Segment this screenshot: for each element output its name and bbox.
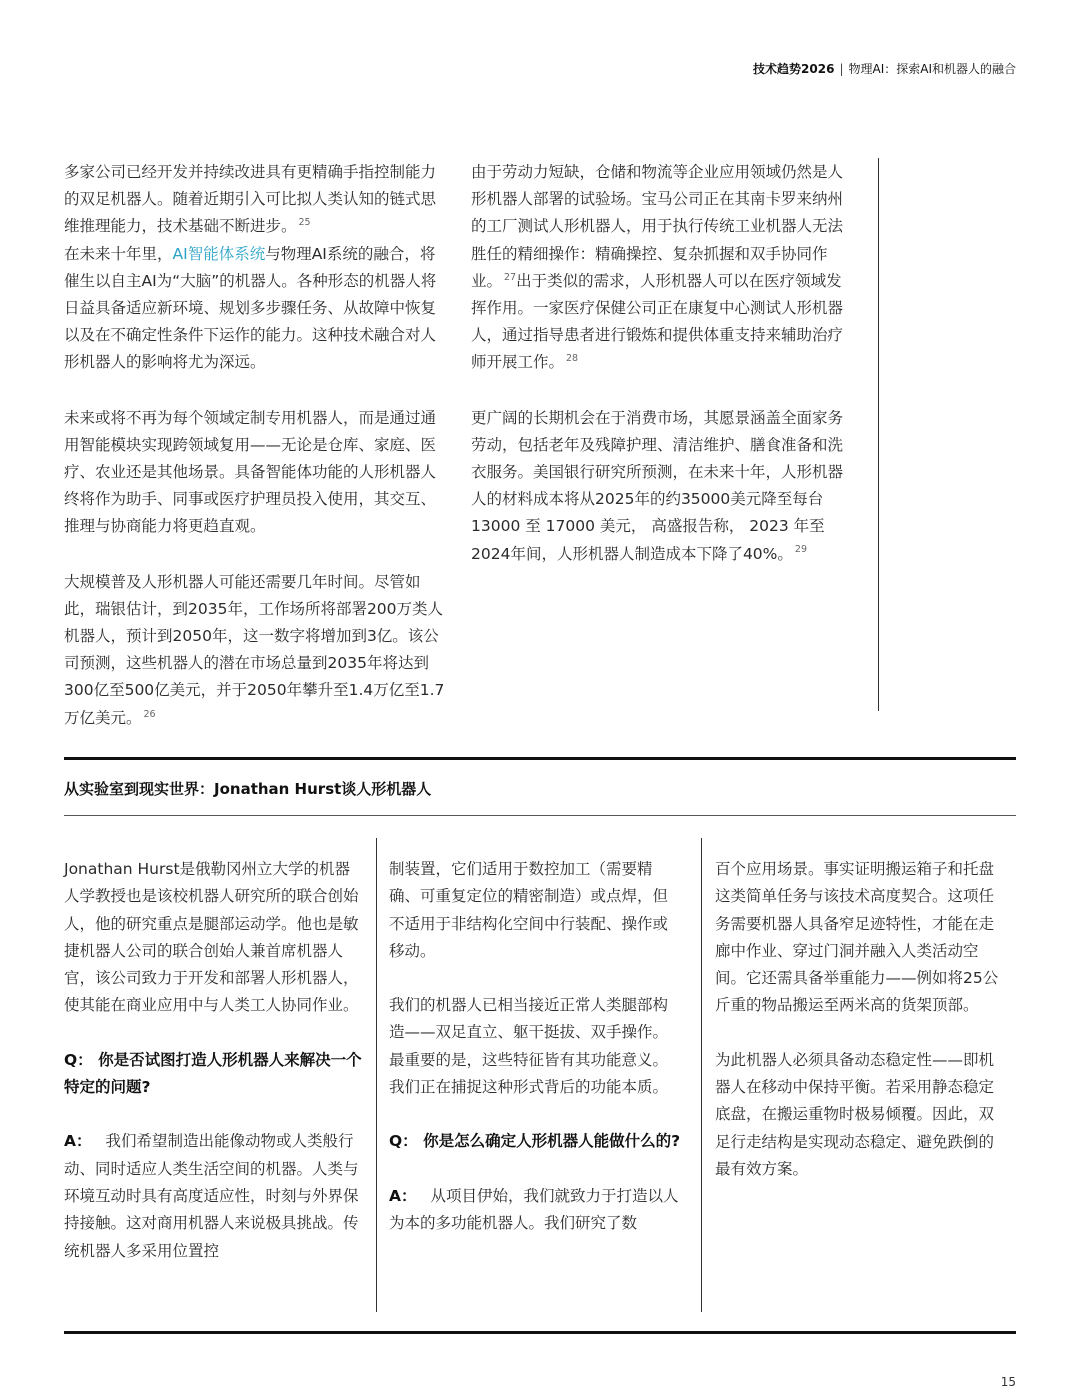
paragraph-text: 更广阔的长期机会在于消费市场，其愿景涵盖全面家务劳动，包括老年及残障护理、清洁维护、膳食准备和洗衣服务。美国银行研究所预测，在未来十年，人形机器人的材料成本将从2025年的约35000美元降至每台 13000 至 17000 美元， 高盛报告称， 2023 年至 2024年间，人形机器人制造成本下降了40%。	[471, 408, 844, 563]
interview-answer	[64, 1128, 364, 1264]
body-column-left	[64, 159, 448, 732]
footnote-ref[interactable]: 27	[504, 271, 517, 283]
paragraph: 我们的机器人已相当接近正常人类腿部构造——双足直立、躯干挺拔、双手操作。最重要的是，这些特征皆有其功能意义。我们正在捕捉这种形式背后的功能本质。	[389, 996, 669, 1097]
answer-text: 我们希望制造出能像动物或人类般行动、同时适应人类生活空间的机器。人类与环境互动时具有高度适应性，时刻与外界保持接触。这对商用机器人来说极具挑战。传统机器人多采用位置控	[64, 1132, 359, 1260]
column-divider	[878, 158, 879, 711]
running-header	[753, 60, 1016, 77]
sidebar-bottom-rule	[64, 1331, 1016, 1334]
footnote-ref[interactable]: 25	[298, 217, 311, 229]
paragraph	[471, 405, 855, 568]
paragraph: 未来或将不再为每个领域定制专用机器人，而是通过通用智能模块实现跨领域复用——无论是仓库、家庭、医疗、农业还是其他场景。具备智能体功能的人形机器人终将作为助手、同事或医疗护理员投入使用，其交互、推理与协商能力将更趋直观。	[64, 408, 437, 536]
sidebar-top-rule	[64, 757, 1016, 760]
answer-label: A：	[389, 1186, 417, 1205]
paragraph-text: 与物理AI系统的融合，将催生以自主AI为“大脑”的机器人。各种形态的机器人将日益具备适应新环境、规划多步骤任务、从故障中恢复以及在不确定性条件下运作的能力。这种技术融合对人形机器人的影响将尤为深远。	[64, 244, 437, 372]
footnote-ref[interactable]: 28	[566, 353, 579, 365]
sidebar-column-divider	[376, 838, 377, 1312]
header-publication: 技术趋势2026	[753, 62, 835, 76]
page-number: 15	[1000, 1375, 1016, 1389]
interview-column-3	[715, 856, 1005, 1183]
interview-answer	[389, 1183, 681, 1238]
interview-column-2	[389, 856, 681, 1237]
paragraph: 制装置，它们适用于数控加工（需要精确、可重复定位的精密制造）或点焊，但不适用于非结构化空间中行装配、操作或移动。	[389, 860, 669, 960]
paragraph-text: 大规模普及人形机器人可能还需要几年时间。尽管如此，瑞银估计，到2035年，工作场所将部署200万类人机器人，预计到2050年，这一数字将增加到3亿。该公司预测，这些机器人的潜在市场总量到2035年将达到300亿至500亿美元，并于2050年攀升至1.4万亿至1.7万亿美元。	[64, 572, 445, 727]
paragraph-text: 多家公司已经开发并持续改进具有更精确手指控制能力的双足机器人。随着近期引入可比拟人类认知的链式思维推理能力，技术基础不断进步。	[64, 163, 437, 236]
footnote-ref[interactable]: 26	[143, 708, 156, 720]
header-separator: |	[839, 62, 844, 76]
paragraph	[471, 159, 855, 377]
sidebar-title-rule	[64, 815, 1016, 816]
paragraph: 百个应用场景。事实证明搬运箱子和托盘这类简单任务与该技术高度契合。这项任务需要机器人具备窄足迹特性，才能在走廊中作业、穿过门洞并融入人类活动空间。它还需具备举重能力——例如将25公斤重的物品搬运至两米高的货架顶部。	[715, 860, 999, 1015]
paragraph	[64, 569, 448, 732]
interview-column-1	[64, 856, 364, 1265]
ai-agent-systems-link[interactable]: AI智能体系统	[172, 244, 266, 263]
answer-text: 从项目伊始，我们就致力于打造以人为本的多功能机器人。我们研究了数	[389, 1186, 679, 1232]
paragraph-text: 在未来十年里，	[64, 244, 173, 263]
sidebar-title: 从实验室到现实世界：Jonathan Hurst谈人形机器人	[64, 780, 432, 798]
interview-question: Q： 你是怎么确定人形机器人能做什么的?	[389, 1132, 681, 1151]
interview-question: Q： 你是否试图打造人形机器人来解决一个特定的问题?	[64, 1050, 362, 1097]
body-column-right	[471, 159, 855, 568]
paragraph-text: 出于类似的需求，人形机器人可以在医疗领域发挥作用。一家医疗保健公司正在康复中心测试人形机器人，通过指导患者进行锻炼和提供体重支持来辅助治疗师开展工作。	[471, 271, 844, 372]
footnote-ref[interactable]: 29	[794, 544, 807, 556]
header-chapter: 物理AI：探索AI和机器人的融合	[848, 62, 1016, 76]
sidebar-column-divider	[701, 838, 702, 1312]
paragraph	[64, 159, 448, 241]
paragraph	[64, 241, 448, 377]
interview-intro: Jonathan Hurst是俄勒冈州立大学的机器人学教授也是该校机器人研究所的联合创始人，他的研究重点是腿部运动学。他也是敏捷机器人公司的联合创始人兼首席机器人官，该公司致力于开发和部署人形机器人，使其能在商业应用中与人类工人协同作业。	[64, 860, 359, 1015]
paragraph-text: 由于劳动力短缺，仓储和物流等企业应用领域仍然是人形机器人部署的试验场。宝马公司正在其南卡罗来纳州的工厂测试人形机器人，用于执行传统工业机器人无法胜任的精细操作：精确操控、复杂抓握和双手协同作业。	[471, 163, 844, 290]
answer-label: A：	[64, 1132, 92, 1151]
paragraph: 为此机器人必须具备动态稳定性——即机器人在移动中保持平衡。若采用静态稳定底盘，在搬运重物时极易倾覆。因此，双足行走结构是实现动态稳定、避免跌倒的最有效方案。	[715, 1050, 995, 1178]
